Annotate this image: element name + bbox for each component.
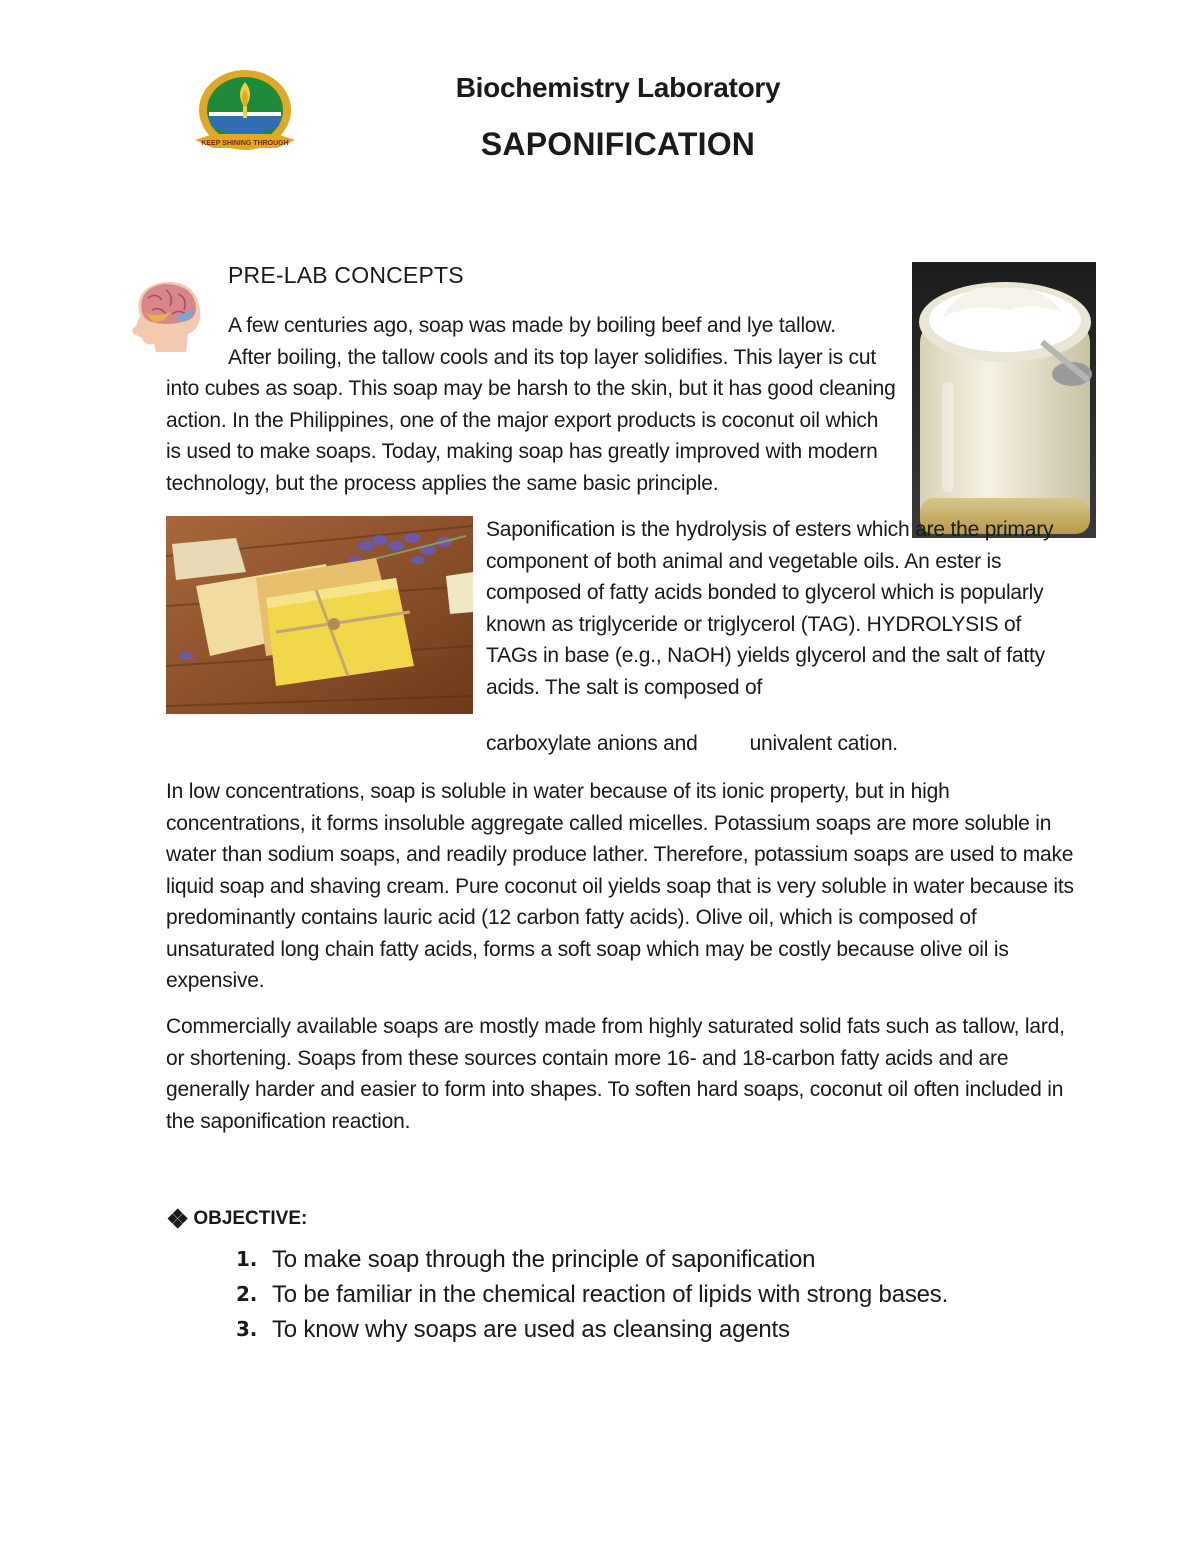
paragraph-1-line-2: After boiling, the tallow cools and its top layer solidifies. This layer is cut: [228, 345, 876, 369]
paragraph-1-rest: into cubes as soap. This soap may be harsh to the skin, but it has good cleaning action. In the Philippines, one of the major export products is coconut oil which is used to make soaps. Today, making soap has greatly improved with modern technology, but the process applies the same basic principle.: [166, 377, 896, 495]
coconut-oil-jar-image: [912, 262, 1096, 538]
prelab-paragraph-1: [166, 310, 896, 499]
prelab-paragraph-2-tail: [486, 728, 986, 760]
paragraph-2-tail-cation: univalent cation.: [749, 732, 898, 755]
prelab-paragraph-2: Saponification is the hydrolysis of esters which are the primary component of both animal and vegetable oils. An ester is composed of fatty acids bonded to glycerol which is popularly known as triglyceride or triglycerol (TAG). HYDROLYSIS of TAGs in base (e.g., NaOH) yields glycerol and the salt of fatty acids. The salt is composed of: [486, 518, 1054, 699]
objective-item: [236, 1277, 948, 1312]
objective-item: [236, 1312, 948, 1347]
course-title: Biochemistry Laboratory: [455, 72, 781, 103]
prelab-paragraph-4: Commercially available soaps are mostly made from highly saturated solid fats such as tallow, lard, or shortening. Soaps from these sources contain more 16- and 18-carbon fatty acids and are generally harder and easier to form into shapes. To soften hard soaps, coconut oil often included in the saponification reaction.: [166, 1015, 1065, 1133]
paragraph-1-line-1: A few centuries ago, soap was made by boiling beef and lye tallow.: [228, 314, 836, 337]
objective-heading: [166, 1206, 307, 1232]
prelab-paragraph-3: In low concentrations, soap is soluble in water because of its ionic property, but in high concentrations, it forms insoluble aggregate called micelles. Potassium soaps are more soluble in water than sodium soaps, and readily produce lather. Therefore, potassium soaps are used to make liquid soap and shaving cream. Pure coconut oil yields soap that is very soluble in water because its predominantly contains lauric acid (12 carbon fatty acids). Olive oil, which is composed of unsaturated long chain fatty acids, forms a soft soap which may be costly because olive oil is expensive.: [166, 780, 1074, 992]
objective-item-number: 2.: [236, 1282, 258, 1306]
objective-item-text: To be familiar in the chemical reaction of lipids with strong bases.: [272, 1281, 949, 1308]
objective-item-text: To make soap through the principle of saponification: [272, 1246, 816, 1273]
objective-heading-text: OBJECTIVE:: [193, 1208, 308, 1229]
handmade-soap-bars-image: [166, 516, 473, 714]
experiment-title: SAPONIFICATION: [480, 126, 756, 162]
paragraph-2-tail-anions: carboxylate anions and: [486, 732, 698, 755]
logo-banner-text: KEEP SHINING THROUGH: [201, 140, 289, 147]
objective-list: [236, 1242, 948, 1347]
objective-item-text: To know why soaps are used as cleansing agents: [272, 1316, 790, 1343]
objective-item: [236, 1242, 948, 1277]
objective-item-number: 1.: [236, 1247, 258, 1271]
diamond-bullet-icon: ❖: [166, 1204, 190, 1234]
objective-item-number: 3.: [236, 1317, 258, 1341]
prelab-heading: PRE-LAB CONCEPTS: [228, 262, 464, 288]
